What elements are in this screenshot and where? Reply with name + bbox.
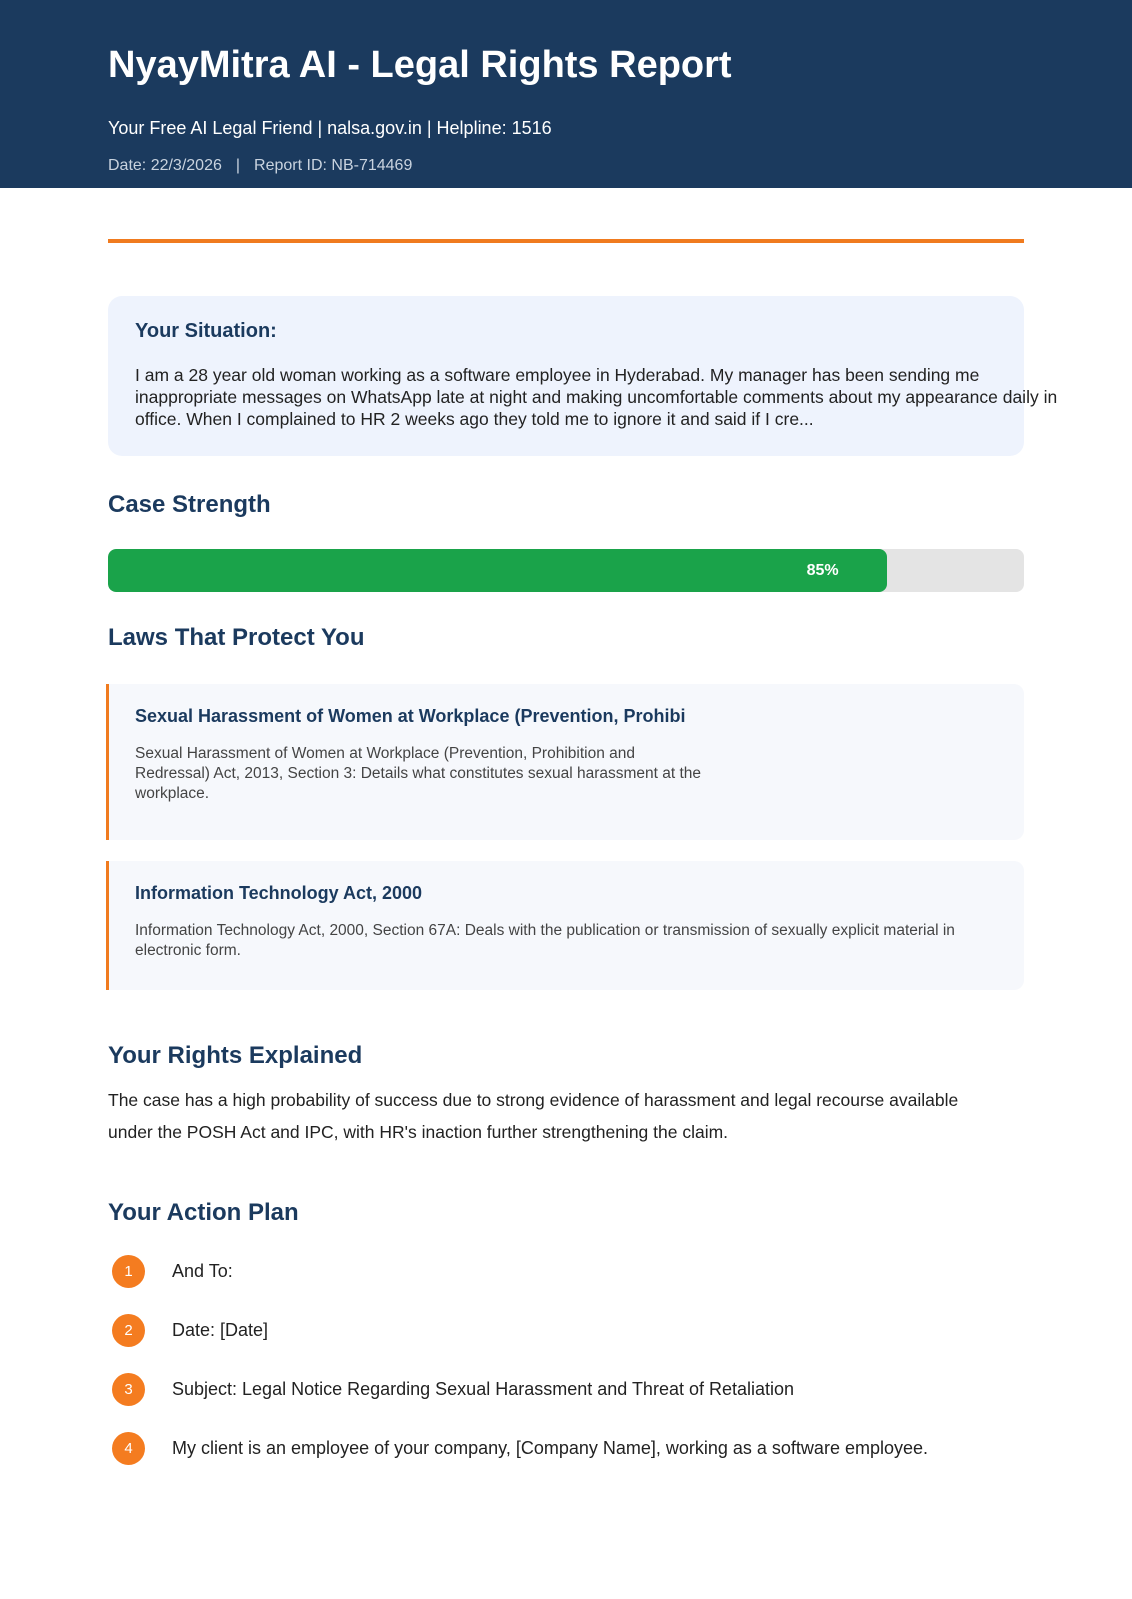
law-card: [106, 684, 1024, 840]
action-step: [112, 1313, 268, 1347]
report-meta: [108, 157, 412, 175]
step-text: And To:: [172, 1260, 233, 1281]
action-plan-heading: Your Action Plan: [108, 1199, 299, 1226]
situation-box: [108, 296, 1058, 456]
step-text: Subject: Legal Notice Regarding Sexual Harassment and Threat of Retaliation: [172, 1378, 795, 1399]
case-strength-heading: Case Strength: [108, 491, 271, 518]
report-header: [0, 0, 1132, 188]
situation-heading: Your Situation:: [135, 320, 277, 342]
law-title: Information Technology Act, 2000: [135, 883, 423, 903]
law-description: Information Technology Act, 2000, Section 67A: Deals with the publication or transmission of sexually explicit material in electronic form.: [135, 922, 955, 959]
case-strength-bar: [108, 549, 1024, 592]
step-text: My client is an employee of your company, [Company Name], working as a software employee.: [172, 1437, 928, 1458]
case-strength-fill: [108, 549, 887, 592]
case-strength-label: 85%: [806, 562, 839, 579]
step-number: 3: [112, 1373, 145, 1406]
divider: [108, 239, 1024, 243]
meta-separator: |: [235, 157, 241, 174]
step-number: 2: [112, 1314, 145, 1347]
rights-text: The case has a high probability of success due to strong evidence of harassment and legal recourse available under the POSH Act and IPC, with HR's inaction further strengthening the claim.: [108, 1090, 959, 1142]
step-number: 1: [112, 1255, 145, 1288]
step-number: 4: [112, 1432, 145, 1465]
rights-heading: Your Rights Explained: [108, 1042, 363, 1069]
report-id: Report ID: NB-714469: [254, 157, 413, 174]
step-text: Date: [Date]: [172, 1319, 269, 1340]
action-step: [112, 1254, 233, 1288]
law-title: Sexual Harassment of Women at Workplace (Prevention, Prohibi: [135, 706, 686, 726]
action-step: [112, 1431, 928, 1465]
situation-text: I am a 28 year old woman working as a software employee in Hyderabad. My manager has been sending me inappropriate messages on WhatsApp late at night and making uncomfortable comments about my appearance daily in office. When I complained to HR 2 weeks ago they told me to ignore it and said if I cre...: [135, 365, 1058, 429]
action-step: [112, 1372, 794, 1406]
report-date: Date: 22/3/2026: [108, 157, 222, 174]
law-card: [106, 861, 1024, 990]
law-description: Sexual Harassment of Women at Workplace (Prevention, Prohibition and Redressal) Act, 2013, Section 3: Details what constitutes sexual harassment at the workplace.: [135, 745, 702, 802]
laws-heading: Laws That Protect You: [108, 624, 365, 651]
report-title: NyayMitra AI - Legal Rights Report: [108, 44, 732, 86]
report-subtitle: Your Free AI Legal Friend | nalsa.gov.in | Helpline: 1516: [108, 118, 552, 138]
